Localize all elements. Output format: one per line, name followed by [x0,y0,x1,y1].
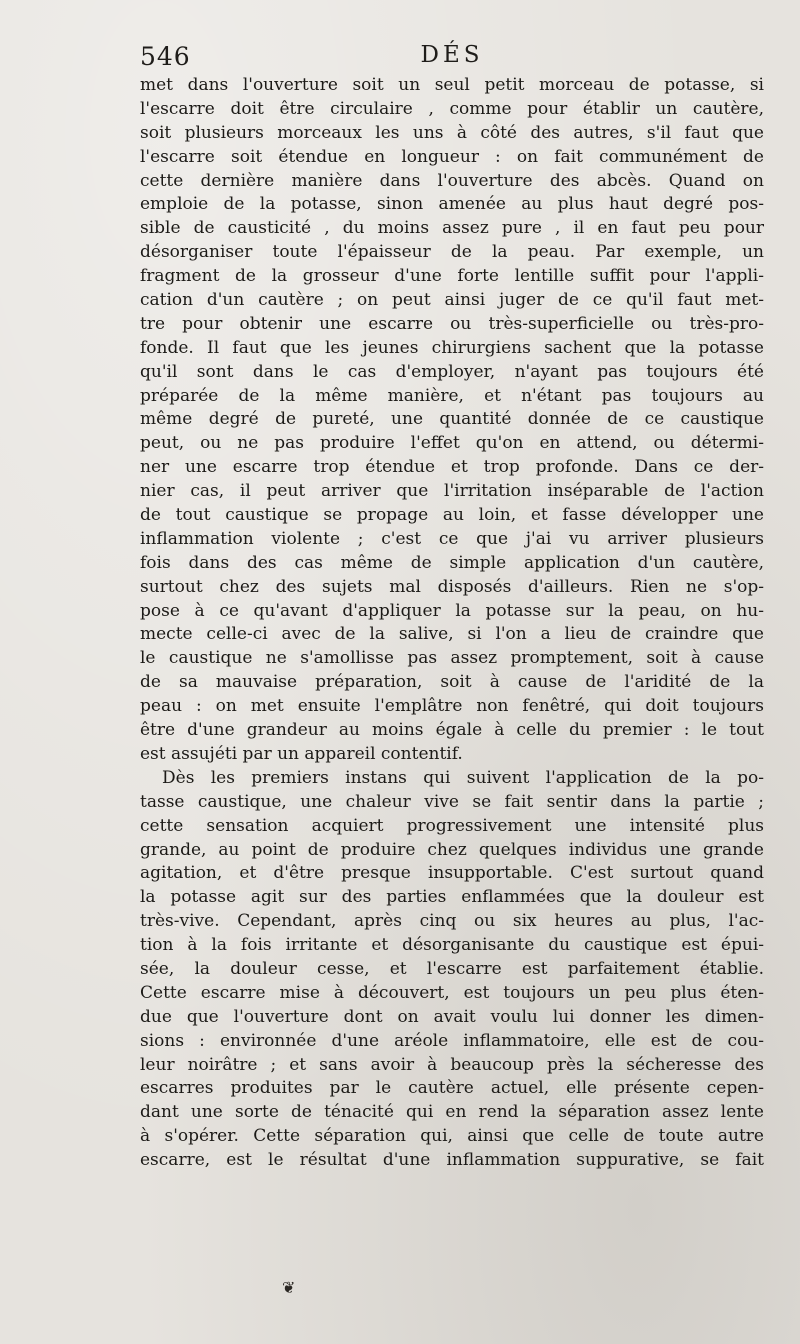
text-line: sée, la douleur cesse, et l'escarre est parfaitement établie. [140,958,764,979]
text-line: cette sensation acquiert progressivement une intensité plus [140,815,764,836]
text-line: peau : on met ensuite l'emplâtre non fenêtré, qui doit toujours [140,696,764,717]
text-line: peut, ou ne pas produire l'effet qu'on en attend, ou détermi- [140,433,764,454]
text-line: fois dans des cas même de simple application d'un cautère, [140,552,764,573]
text-line: qu'il sont dans le cas d'employer, n'ayant pas toujours été [140,361,764,382]
text-line: sions : environnée d'une aréole inflammatoire, elle est de cou- [140,1030,764,1051]
text-line: nier cas, il peut arriver que l'irritation inséparable de l'action [140,481,764,502]
text-line: cation d'un cautère ; on peut ainsi juger de ce qu'il faut met- [140,290,764,311]
text-line: très-vive. Cependant, après cinq ou six heures au plus, l'ac- [140,911,764,932]
text-line: Cette escarre mise à découvert, est toujours un peu plus éten- [140,982,764,1003]
text-line: escarre, est le résultat d'une inflammation suppurative, se fait [140,1150,764,1171]
text-line: être d'une grandeur au moins égale à celle du premier : le tout [140,720,764,741]
text-line: met dans l'ouverture soit un seul petit morceau de potasse, si [140,75,764,95]
text-line: est assujéti par un appareil contentif. [140,743,463,764]
text-line: désorganiser toute l'épaisseur de la peau. Par exemple, un [140,242,764,263]
text-line: fonde. Il faut que les jeunes chirurgiens sachent que la potasse [140,337,764,358]
ornament-mark: ❦ [282,1278,296,1297]
text-line: surtout chez des sujets mal disposés d'ailleurs. Rien ne s'op- [140,576,764,597]
text-line: à s'opérer. Cette séparation qui, ainsi que celle de toute autre [140,1126,764,1147]
text-line: préparée de la même manière, et n'étant pas toujours au [140,385,764,406]
text-line: tion à la fois irritante et désorganisante du caustique est épui- [140,935,764,956]
text-line: dant une sorte de ténacité qui en rend la séparation assez lente [140,1102,764,1123]
text-line: sible de causticité , du moins assez pure , il en faut peu pour [140,218,764,239]
text-line: l'escarre doit être circulaire , comme pour établir un cautère, [140,98,764,119]
body-text [140,74,764,1173]
text-line: le caustique ne s'amollisse pas assez promptement, soit à cause [140,648,764,669]
page-header [140,42,764,76]
text-line: la potasse agit sur des parties enflammées que la douleur est [140,887,764,908]
text-line: même degré de pureté, une quantité donnée de ce caustique [140,409,764,430]
text-line: agitation, et d'être presque insupportable. C'est surtout quand [140,863,764,884]
text-line: inflammation violente ; c'est ce que j'ai vu arriver plusieurs [140,528,764,549]
text-line: de tout caustique se propage au loin, et fasse développer une [140,505,764,526]
text-line: tasse caustique, une chaleur vive se fait sentir dans la partie ; [140,791,764,812]
text-line: cette dernière manière dans l'ouverture des abcès. Quand on [140,170,764,191]
text-line: Dès les premiers instans qui suivent l'application de la po- [162,767,764,788]
text-line: fragment de la grosseur d'une forte lentille suffit pour l'appli- [140,266,764,287]
text-line: mecte celle-ci avec de la salive, si l'on a lieu de craindre que [140,624,764,645]
page-number: 546 [140,42,191,71]
text-line: escarres produites par le cautère actuel, elle présente cepen- [140,1078,764,1099]
text-line: ner une escarre trop étendue et trop profonde. Dans ce der- [140,457,764,478]
text-line: due que l'ouverture dont on avait voulu lui donner les dimen- [140,1006,764,1027]
text-line: soit plusieurs morceaux les uns à côté des autres, s'il faut que [140,122,764,143]
running-head: DÉS [420,42,484,68]
text-line: grande, au point de produire chez quelques individus une grande [140,839,764,860]
text-line: pose à ce qu'avant d'appliquer la potasse sur la peau, on hu- [140,600,764,621]
text-line: de sa mauvaise préparation, soit à cause de l'aridité de la [140,672,764,693]
text-line: l'escarre soit étendue en longueur : on fait communément de [140,146,764,167]
text-line: leur noirâtre ; et sans avoir à beaucoup près la sécheresse des [140,1054,764,1075]
text-line: tre pour obtenir une escarre ou très-superficielle ou très-pro- [140,313,764,334]
text-line: emploie de la potasse, sinon amenée au plus haut degré pos- [140,194,764,215]
